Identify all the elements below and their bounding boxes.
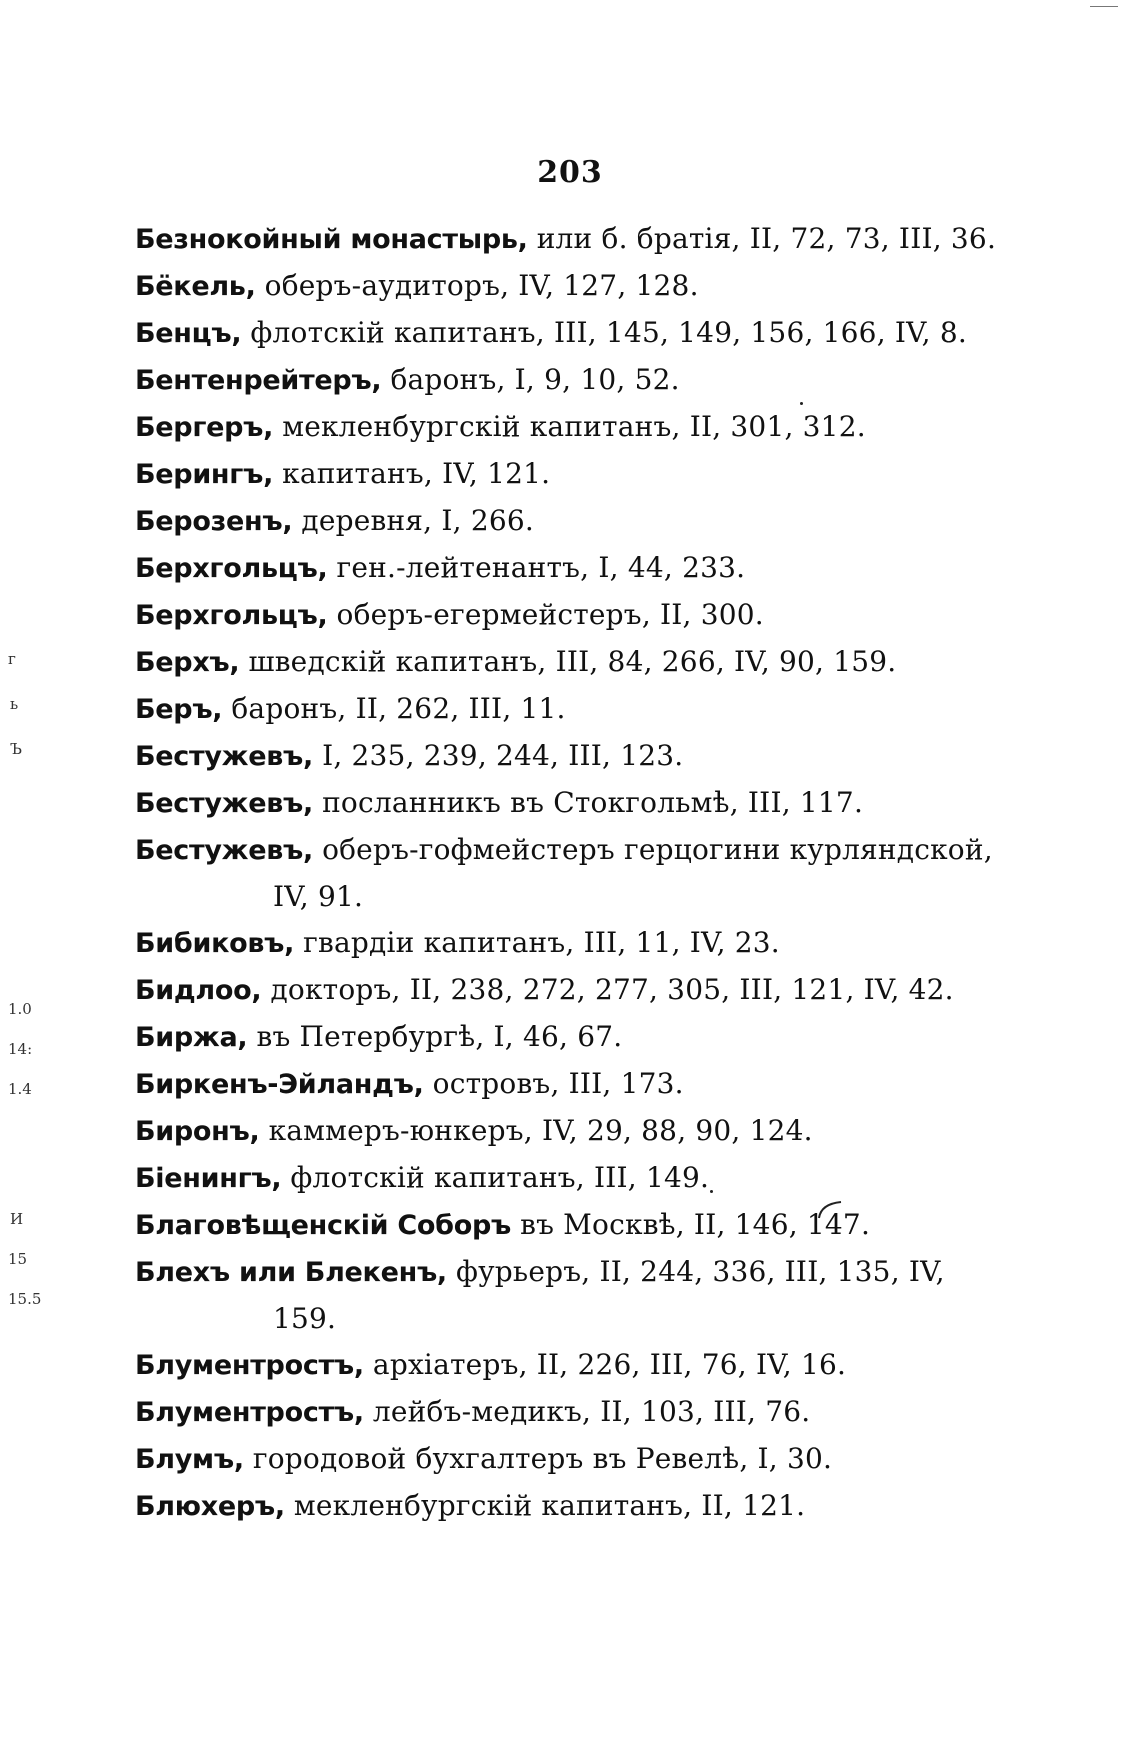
entry-name: Блументростъ, [135, 1350, 364, 1381]
index-entry [135, 1342, 965, 1389]
entry-references: флотскій капитанъ, III, 149. [281, 1161, 710, 1194]
index-entry [135, 1014, 965, 1061]
entry-references: оберъ-аудиторъ, IV, 127, 128. [255, 269, 699, 302]
entry-references: или б. братія, II, 72, 73, III, 36. [527, 222, 997, 255]
entry-name: Бидлоо, [135, 975, 262, 1006]
entry-references: шведскій капитанъ, III, 84, 266, IV, 90, 159. [239, 645, 897, 678]
margin-annotations [0, 0, 60, 1745]
index-entry [135, 1061, 965, 1108]
entry-references: островъ, III, 173. [423, 1067, 684, 1100]
index-entry [135, 1483, 965, 1530]
entry-references: лейбъ-медикъ, II, 103, III, 76. [363, 1395, 811, 1428]
entry-name: Блумъ, [135, 1444, 244, 1475]
entry-references: архіатеръ, II, 226, III, 76, IV, 16. [363, 1348, 847, 1381]
index-entry [135, 310, 968, 357]
entry-name: Благовѣщенскій Соборъ [135, 1210, 511, 1241]
entry-name: Биркенъ-Эйландъ, [135, 1069, 424, 1100]
index-entry [135, 1108, 965, 1155]
entry-name: Биржа, [135, 1022, 248, 1053]
index-entry [135, 686, 965, 733]
index-entry [135, 545, 965, 592]
entry-name: Бестужевъ, [135, 788, 313, 819]
entry-references: оберъ-егермейстеръ, II, 300. [327, 598, 764, 631]
margin-note: 14: [8, 1040, 33, 1058]
entry-references: капитанъ, IV, 121. [273, 457, 551, 490]
entry-name: Берингъ, [135, 459, 274, 490]
entry-references: мекленбургскій капитанъ, II, 121. [284, 1489, 806, 1522]
index-entry [135, 639, 965, 686]
entry-references: городовой бухгалтеръ въ Ревелѣ, I, 30. [243, 1442, 833, 1475]
entry-name: Биронъ, [135, 1116, 260, 1147]
entry-name: Бентенрейтеръ, [135, 365, 382, 396]
entry-references: посланникъ въ Стокгольмѣ, III, 117. [312, 786, 864, 819]
page-number: 203 [537, 155, 603, 190]
entry-continuation: IV, 91. [273, 880, 364, 913]
entry-references: гвардіи капитанъ, III, 11, IV, 23. [294, 926, 780, 959]
index-entry [135, 216, 997, 263]
entry-references: оберъ-гофмейстеръ герцогини курляндской, [312, 833, 993, 866]
index-entry [135, 263, 965, 310]
entry-name: Бергеръ, [135, 412, 274, 443]
index-entry [135, 592, 965, 639]
index-entry [135, 451, 965, 498]
entry-references: мекленбургскій капитанъ, II, 301, 312. [273, 410, 866, 443]
index-entry [135, 357, 965, 404]
index-entry [135, 1155, 965, 1202]
margin-note: г [8, 650, 16, 668]
entry-references: ген.-лейтенантъ, I, 44, 233. [327, 551, 746, 584]
margin-note: ь [10, 695, 19, 713]
index-entry [135, 1436, 965, 1483]
entry-name: Беръ, [135, 694, 223, 725]
index-entry [135, 498, 965, 545]
entry-name: Бестужевъ, [135, 835, 313, 866]
entry-name: Берозенъ, [135, 506, 293, 537]
entry-name: Бестужевъ, [135, 741, 313, 772]
entry-name: Бёкель, [135, 271, 256, 302]
index-entry [135, 780, 965, 827]
entry-continuation: 159. [273, 1302, 337, 1335]
entry-name: Берхгольцъ, [135, 553, 328, 584]
entry-name: Берхгольцъ, [135, 600, 328, 631]
index-entries [135, 216, 997, 1530]
entry-name: Бенцъ, [135, 318, 242, 349]
entry-name: Блюхеръ, [135, 1491, 285, 1522]
margin-note: 15 [8, 1250, 28, 1268]
entry-name: Безнокойный монастырь, [135, 224, 528, 255]
margin-note: 1.0 [8, 1000, 32, 1018]
entry-name: Блументростъ, [135, 1397, 364, 1428]
index-entry [135, 1249, 965, 1342]
entry-references: въ Петербургѣ, I, 46, 67. [247, 1020, 623, 1053]
entry-name: Біенингъ, [135, 1163, 282, 1194]
print-speck [800, 402, 803, 405]
index-entry [135, 920, 965, 967]
entry-references: баронъ, II, 262, III, 11. [222, 692, 566, 725]
margin-note: И [10, 1210, 24, 1228]
index-entry [135, 1389, 965, 1436]
entry-name: Берхъ, [135, 647, 240, 678]
entry-references: докторъ, II, 238, 272, 277, 305, III, 121, IV, 42. [261, 973, 954, 1006]
entry-references: флотскій капитанъ, III, 145, 149, 156, 166, IV, 8. [241, 316, 968, 349]
margin-note: 15.5 [8, 1290, 42, 1308]
margin-note: 1.4 [8, 1080, 32, 1098]
entry-name: Бибиковъ, [135, 928, 295, 959]
entry-references: каммеръ-юнкеръ, IV, 29, 88, 90, 124. [259, 1114, 813, 1147]
entry-references: I, 235, 239, 244, III, 123. [312, 739, 684, 772]
top-edge-rule [1090, 6, 1118, 7]
index-entry [135, 827, 993, 920]
entry-name: Блехъ или Блекенъ, [135, 1257, 447, 1288]
index-entry [135, 733, 965, 780]
margin-note: Ъ [10, 740, 22, 758]
entry-references: фурьеръ, II, 244, 336, III, 135, IV, [446, 1255, 945, 1288]
print-speck [710, 1190, 713, 1193]
entry-references: баронъ, I, 9, 10, 52. [381, 363, 680, 396]
pen-stroke-mark [815, 1198, 845, 1222]
entry-references: деревня, I, 266. [292, 504, 534, 537]
index-entry [135, 967, 965, 1014]
entry-references: въ Москвѣ, II, 146, 147. [511, 1208, 871, 1241]
index-entry [135, 404, 965, 451]
